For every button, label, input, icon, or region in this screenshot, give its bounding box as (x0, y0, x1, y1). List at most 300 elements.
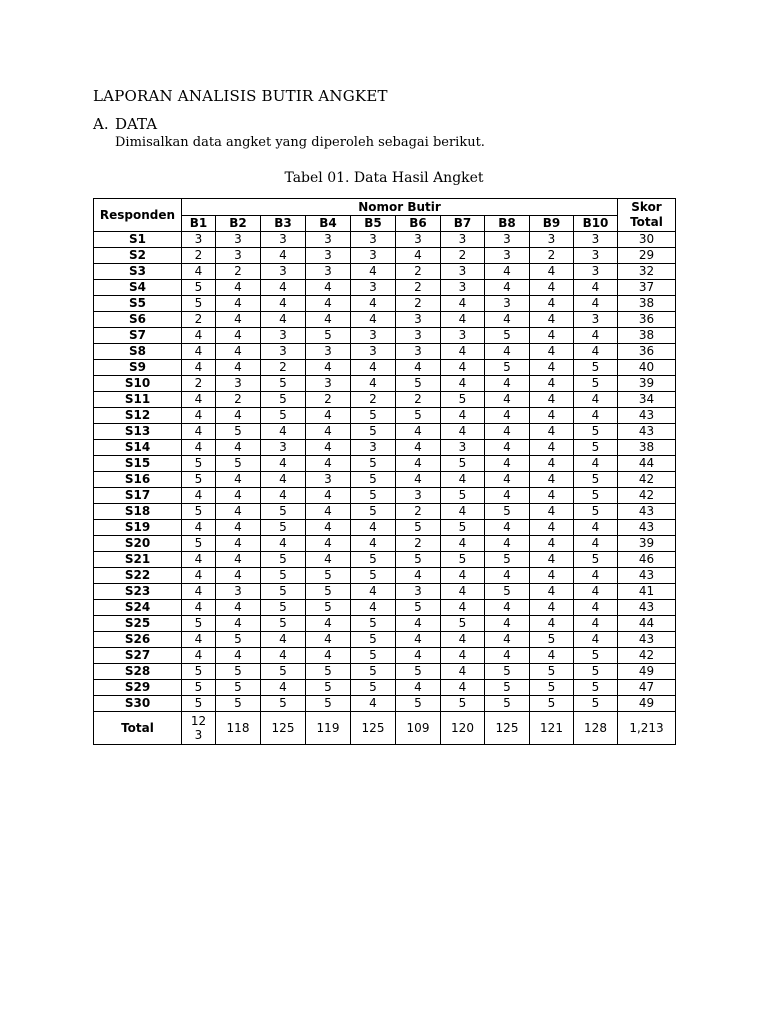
score-cell: 4 (485, 376, 530, 392)
row-total: 42 (618, 488, 676, 504)
score-cell: 4 (182, 392, 216, 408)
respondent-id: S9 (94, 360, 182, 376)
respondent-id: S22 (94, 568, 182, 584)
score-cell: 3 (306, 232, 351, 248)
score-cell: 5 (182, 456, 216, 472)
score-cell: 4 (261, 488, 306, 504)
score-cell: 5 (485, 680, 530, 696)
respondent-id: S25 (94, 616, 182, 632)
respondent-id: S15 (94, 456, 182, 472)
score-cell: 4 (261, 424, 306, 440)
score-cell: 5 (485, 504, 530, 520)
score-cell: 4 (306, 424, 351, 440)
score-cell: 4 (441, 664, 485, 680)
header-item-b1: B1 (182, 216, 216, 232)
row-total: 43 (618, 632, 676, 648)
score-cell: 4 (441, 360, 485, 376)
score-cell: 4 (485, 600, 530, 616)
row-total: 32 (618, 264, 676, 280)
score-cell: 4 (182, 520, 216, 536)
table-row (94, 680, 676, 696)
respondent-id: S6 (94, 312, 182, 328)
score-cell: 5 (306, 568, 351, 584)
score-cell: 5 (306, 328, 351, 344)
score-cell: 4 (182, 600, 216, 616)
score-cell: 4 (396, 568, 441, 584)
score-cell: 2 (261, 360, 306, 376)
score-cell: 5 (182, 280, 216, 296)
table-row (94, 344, 676, 360)
score-cell: 3 (396, 584, 441, 600)
score-cell: 3 (216, 376, 261, 392)
score-cell: 4 (574, 536, 618, 552)
score-cell: 4 (441, 312, 485, 328)
score-cell: 4 (574, 632, 618, 648)
score-cell: 3 (216, 232, 261, 248)
respondent-id: S10 (94, 376, 182, 392)
score-cell: 4 (485, 472, 530, 488)
row-total: 43 (618, 424, 676, 440)
table-row (94, 568, 676, 584)
row-total: 44 (618, 456, 676, 472)
score-cell: 4 (216, 504, 261, 520)
score-cell: 4 (182, 584, 216, 600)
respondent-id: S14 (94, 440, 182, 456)
score-cell: 4 (530, 440, 574, 456)
score-cell: 5 (261, 408, 306, 424)
score-cell: 5 (574, 504, 618, 520)
table-row (94, 424, 676, 440)
score-cell: 4 (306, 648, 351, 664)
score-cell: 4 (216, 408, 261, 424)
row-total: 40 (618, 360, 676, 376)
score-cell: 5 (261, 616, 306, 632)
score-cell: 5 (182, 296, 216, 312)
score-cell: 5 (351, 616, 396, 632)
score-cell: 4 (182, 344, 216, 360)
score-cell: 3 (485, 296, 530, 312)
score-cell: 4 (306, 312, 351, 328)
score-cell: 4 (485, 440, 530, 456)
score-cell: 3 (441, 264, 485, 280)
score-cell: 4 (306, 456, 351, 472)
score-cell: 3 (441, 280, 485, 296)
score-cell: 4 (574, 408, 618, 424)
score-cell: 5 (530, 664, 574, 680)
row-total: 36 (618, 344, 676, 360)
score-cell: 3 (351, 344, 396, 360)
score-cell: 4 (306, 520, 351, 536)
respondent-id: S4 (94, 280, 182, 296)
score-cell: 5 (485, 360, 530, 376)
score-cell: 4 (261, 536, 306, 552)
score-cell: 4 (261, 680, 306, 696)
header-item-b7: B7 (441, 216, 485, 232)
score-cell: 4 (351, 520, 396, 536)
score-cell: 4 (396, 360, 441, 376)
header-item-b4: B4 (306, 216, 351, 232)
respondent-id: S19 (94, 520, 182, 536)
score-cell: 4 (182, 632, 216, 648)
score-cell: 5 (261, 600, 306, 616)
score-cell: 5 (306, 664, 351, 680)
score-cell: 4 (485, 632, 530, 648)
score-cell: 5 (351, 488, 396, 504)
score-cell: 4 (530, 600, 574, 616)
score-cell: 4 (182, 568, 216, 584)
score-cell: 4 (351, 584, 396, 600)
score-cell: 4 (574, 456, 618, 472)
score-cell: 5 (306, 584, 351, 600)
score-cell: 5 (485, 664, 530, 680)
table-row (94, 632, 676, 648)
score-cell: 2 (216, 392, 261, 408)
section-heading (93, 115, 157, 133)
score-cell: 5 (182, 696, 216, 712)
score-cell: 3 (306, 344, 351, 360)
header-item-b9: B9 (530, 216, 574, 232)
score-cell: 3 (441, 328, 485, 344)
score-cell: 4 (306, 296, 351, 312)
score-cell: 5 (261, 376, 306, 392)
score-cell: 5 (261, 504, 306, 520)
score-cell: 4 (441, 504, 485, 520)
survey-data-table (93, 198, 676, 745)
score-cell: 3 (574, 248, 618, 264)
respondent-id: S26 (94, 632, 182, 648)
table-row (94, 536, 676, 552)
respondent-id: S3 (94, 264, 182, 280)
score-cell: 4 (351, 264, 396, 280)
table-row (94, 264, 676, 280)
score-cell: 5 (261, 584, 306, 600)
score-cell: 3 (351, 248, 396, 264)
score-cell: 5 (574, 472, 618, 488)
score-cell: 4 (485, 456, 530, 472)
score-cell: 3 (261, 264, 306, 280)
score-cell: 4 (574, 584, 618, 600)
score-cell: 4 (441, 408, 485, 424)
score-cell: 3 (396, 488, 441, 504)
score-cell: 4 (306, 504, 351, 520)
total-item-value: 121 (530, 712, 574, 745)
row-total: 37 (618, 280, 676, 296)
row-total: 43 (618, 600, 676, 616)
total-label: Total (94, 712, 182, 745)
score-cell: 3 (261, 440, 306, 456)
score-cell: 4 (396, 632, 441, 648)
score-cell: 4 (441, 376, 485, 392)
score-cell: 2 (182, 248, 216, 264)
score-cell: 3 (485, 248, 530, 264)
score-cell: 4 (306, 280, 351, 296)
table-row (94, 392, 676, 408)
score-cell: 4 (530, 328, 574, 344)
score-cell: 4 (306, 488, 351, 504)
score-cell: 4 (396, 248, 441, 264)
score-cell: 4 (574, 568, 618, 584)
score-cell: 5 (351, 424, 396, 440)
score-cell: 4 (261, 472, 306, 488)
score-cell: 4 (485, 344, 530, 360)
score-cell: 4 (441, 472, 485, 488)
score-cell: 4 (261, 648, 306, 664)
score-cell: 4 (530, 536, 574, 552)
score-cell: 4 (396, 424, 441, 440)
score-cell: 5 (441, 552, 485, 568)
score-cell: 5 (306, 600, 351, 616)
score-cell: 4 (574, 392, 618, 408)
score-cell: 5 (396, 376, 441, 392)
score-cell: 5 (396, 600, 441, 616)
score-cell: 4 (306, 360, 351, 376)
score-cell: 5 (306, 680, 351, 696)
score-cell: 2 (351, 392, 396, 408)
score-cell: 5 (351, 456, 396, 472)
score-cell: 5 (351, 632, 396, 648)
score-cell: 5 (396, 664, 441, 680)
score-cell: 4 (574, 328, 618, 344)
row-total: 38 (618, 296, 676, 312)
score-cell: 4 (306, 552, 351, 568)
score-cell: 5 (182, 616, 216, 632)
score-cell: 5 (182, 536, 216, 552)
score-cell: 5 (396, 520, 441, 536)
score-cell: 5 (351, 552, 396, 568)
section-number: A. (93, 115, 109, 133)
total-item-value: 125 (261, 712, 306, 745)
row-total: 34 (618, 392, 676, 408)
score-cell: 2 (396, 296, 441, 312)
row-total: 30 (618, 232, 676, 248)
respondent-id: S7 (94, 328, 182, 344)
score-cell: 4 (441, 568, 485, 584)
score-cell: 5 (530, 680, 574, 696)
score-cell: 3 (182, 232, 216, 248)
score-cell: 4 (396, 440, 441, 456)
row-total: 39 (618, 536, 676, 552)
score-cell: 3 (530, 232, 574, 248)
score-cell: 5 (261, 392, 306, 408)
respondent-id: S24 (94, 600, 182, 616)
score-cell: 5 (216, 664, 261, 680)
score-cell: 5 (441, 456, 485, 472)
respondent-id: S20 (94, 536, 182, 552)
table-row (94, 472, 676, 488)
score-cell: 3 (261, 232, 306, 248)
score-cell: 5 (574, 376, 618, 392)
header-responden: Responden (94, 199, 182, 232)
score-cell: 5 (182, 504, 216, 520)
score-cell: 4 (216, 616, 261, 632)
score-cell: 5 (261, 568, 306, 584)
score-cell: 4 (216, 344, 261, 360)
score-cell: 5 (261, 664, 306, 680)
table-row (94, 360, 676, 376)
score-cell: 4 (261, 248, 306, 264)
score-cell: 4 (216, 312, 261, 328)
score-cell: 2 (441, 248, 485, 264)
score-cell: 4 (351, 536, 396, 552)
score-cell: 4 (182, 648, 216, 664)
score-cell: 3 (396, 344, 441, 360)
score-cell: 4 (485, 488, 530, 504)
score-cell: 3 (574, 312, 618, 328)
score-cell: 5 (261, 552, 306, 568)
score-cell: 4 (485, 424, 530, 440)
score-cell: 5 (351, 568, 396, 584)
score-cell: 5 (574, 424, 618, 440)
score-cell: 4 (306, 536, 351, 552)
score-cell: 4 (182, 424, 216, 440)
intro-paragraph: Dimisalkan data angket yang diperoleh sebagai berikut. (115, 135, 485, 150)
score-cell: 5 (216, 424, 261, 440)
respondent-id: S2 (94, 248, 182, 264)
table-row (94, 376, 676, 392)
header-item-b8: B8 (485, 216, 530, 232)
score-cell: 4 (530, 408, 574, 424)
score-cell: 4 (441, 424, 485, 440)
score-cell: 4 (574, 616, 618, 632)
score-cell: 4 (261, 456, 306, 472)
total-item-value: 109 (396, 712, 441, 745)
score-cell: 3 (441, 232, 485, 248)
score-cell: 4 (216, 360, 261, 376)
score-cell: 4 (574, 600, 618, 616)
header-item-b6: B6 (396, 216, 441, 232)
score-cell: 5 (441, 616, 485, 632)
score-cell: 4 (351, 376, 396, 392)
score-cell: 4 (441, 632, 485, 648)
score-cell: 4 (441, 584, 485, 600)
score-cell: 4 (396, 648, 441, 664)
table-row (94, 616, 676, 632)
row-total: 47 (618, 680, 676, 696)
score-cell: 4 (574, 344, 618, 360)
score-cell: 5 (574, 664, 618, 680)
row-total: 43 (618, 520, 676, 536)
score-cell: 5 (396, 408, 441, 424)
score-cell: 3 (351, 440, 396, 456)
score-cell: 3 (261, 328, 306, 344)
score-cell: 3 (351, 280, 396, 296)
respondent-id: S11 (94, 392, 182, 408)
score-cell: 2 (396, 392, 441, 408)
score-cell: 4 (182, 360, 216, 376)
score-cell: 4 (396, 616, 441, 632)
score-cell: 3 (396, 312, 441, 328)
table-row (94, 440, 676, 456)
table-row (94, 312, 676, 328)
score-cell: 4 (485, 392, 530, 408)
score-cell: 4 (182, 264, 216, 280)
score-cell: 4 (441, 536, 485, 552)
score-cell: 5 (216, 680, 261, 696)
score-cell: 5 (441, 520, 485, 536)
total-item-value: 128 (574, 712, 618, 745)
score-cell: 4 (441, 600, 485, 616)
total-item-value: 125 (351, 712, 396, 745)
score-cell: 2 (530, 248, 574, 264)
score-cell: 4 (216, 552, 261, 568)
score-cell: 4 (216, 280, 261, 296)
total-b1: 12 3 (182, 712, 216, 745)
score-cell: 4 (530, 392, 574, 408)
score-cell: 4 (351, 312, 396, 328)
score-cell: 5 (441, 488, 485, 504)
row-total: 36 (618, 312, 676, 328)
score-cell: 4 (485, 408, 530, 424)
score-cell: 2 (216, 264, 261, 280)
score-cell: 4 (574, 520, 618, 536)
table-row (94, 504, 676, 520)
total-item-value: 120 (441, 712, 485, 745)
score-cell: 4 (530, 472, 574, 488)
score-cell: 2 (396, 536, 441, 552)
score-cell: 4 (396, 680, 441, 696)
score-cell: 4 (530, 520, 574, 536)
score-cell: 4 (216, 520, 261, 536)
score-cell: 5 (306, 696, 351, 712)
table-row (94, 296, 676, 312)
score-cell: 4 (530, 584, 574, 600)
score-cell: 5 (351, 664, 396, 680)
score-cell: 4 (530, 456, 574, 472)
score-cell: 4 (351, 296, 396, 312)
table-row (94, 328, 676, 344)
score-cell: 5 (485, 552, 530, 568)
score-cell: 4 (182, 488, 216, 504)
score-cell: 4 (485, 568, 530, 584)
score-cell: 5 (574, 648, 618, 664)
score-cell: 4 (485, 648, 530, 664)
score-cell: 5 (351, 504, 396, 520)
score-cell: 4 (530, 552, 574, 568)
score-cell: 2 (396, 264, 441, 280)
score-cell: 3 (306, 472, 351, 488)
respondent-id: S8 (94, 344, 182, 360)
score-cell: 4 (530, 360, 574, 376)
score-cell: 4 (351, 600, 396, 616)
respondent-id: S27 (94, 648, 182, 664)
respondent-id: S16 (94, 472, 182, 488)
score-cell: 5 (261, 696, 306, 712)
respondent-id: S5 (94, 296, 182, 312)
score-cell: 5 (441, 392, 485, 408)
total-row (94, 712, 676, 745)
row-total: 39 (618, 376, 676, 392)
item-header-row (94, 216, 676, 232)
score-cell: 4 (396, 472, 441, 488)
score-cell: 4 (261, 280, 306, 296)
table-row (94, 696, 676, 712)
score-cell: 5 (396, 696, 441, 712)
score-cell: 4 (306, 616, 351, 632)
score-cell: 4 (216, 648, 261, 664)
score-cell: 4 (216, 472, 261, 488)
table-row (94, 456, 676, 472)
score-cell: 3 (396, 328, 441, 344)
grand-total: 1,213 (618, 712, 676, 745)
table-row (94, 600, 676, 616)
score-cell: 4 (530, 264, 574, 280)
table-row (94, 488, 676, 504)
score-cell: 4 (216, 488, 261, 504)
score-cell: 4 (216, 440, 261, 456)
score-cell: 5 (574, 440, 618, 456)
score-cell: 4 (182, 328, 216, 344)
score-cell: 4 (574, 280, 618, 296)
